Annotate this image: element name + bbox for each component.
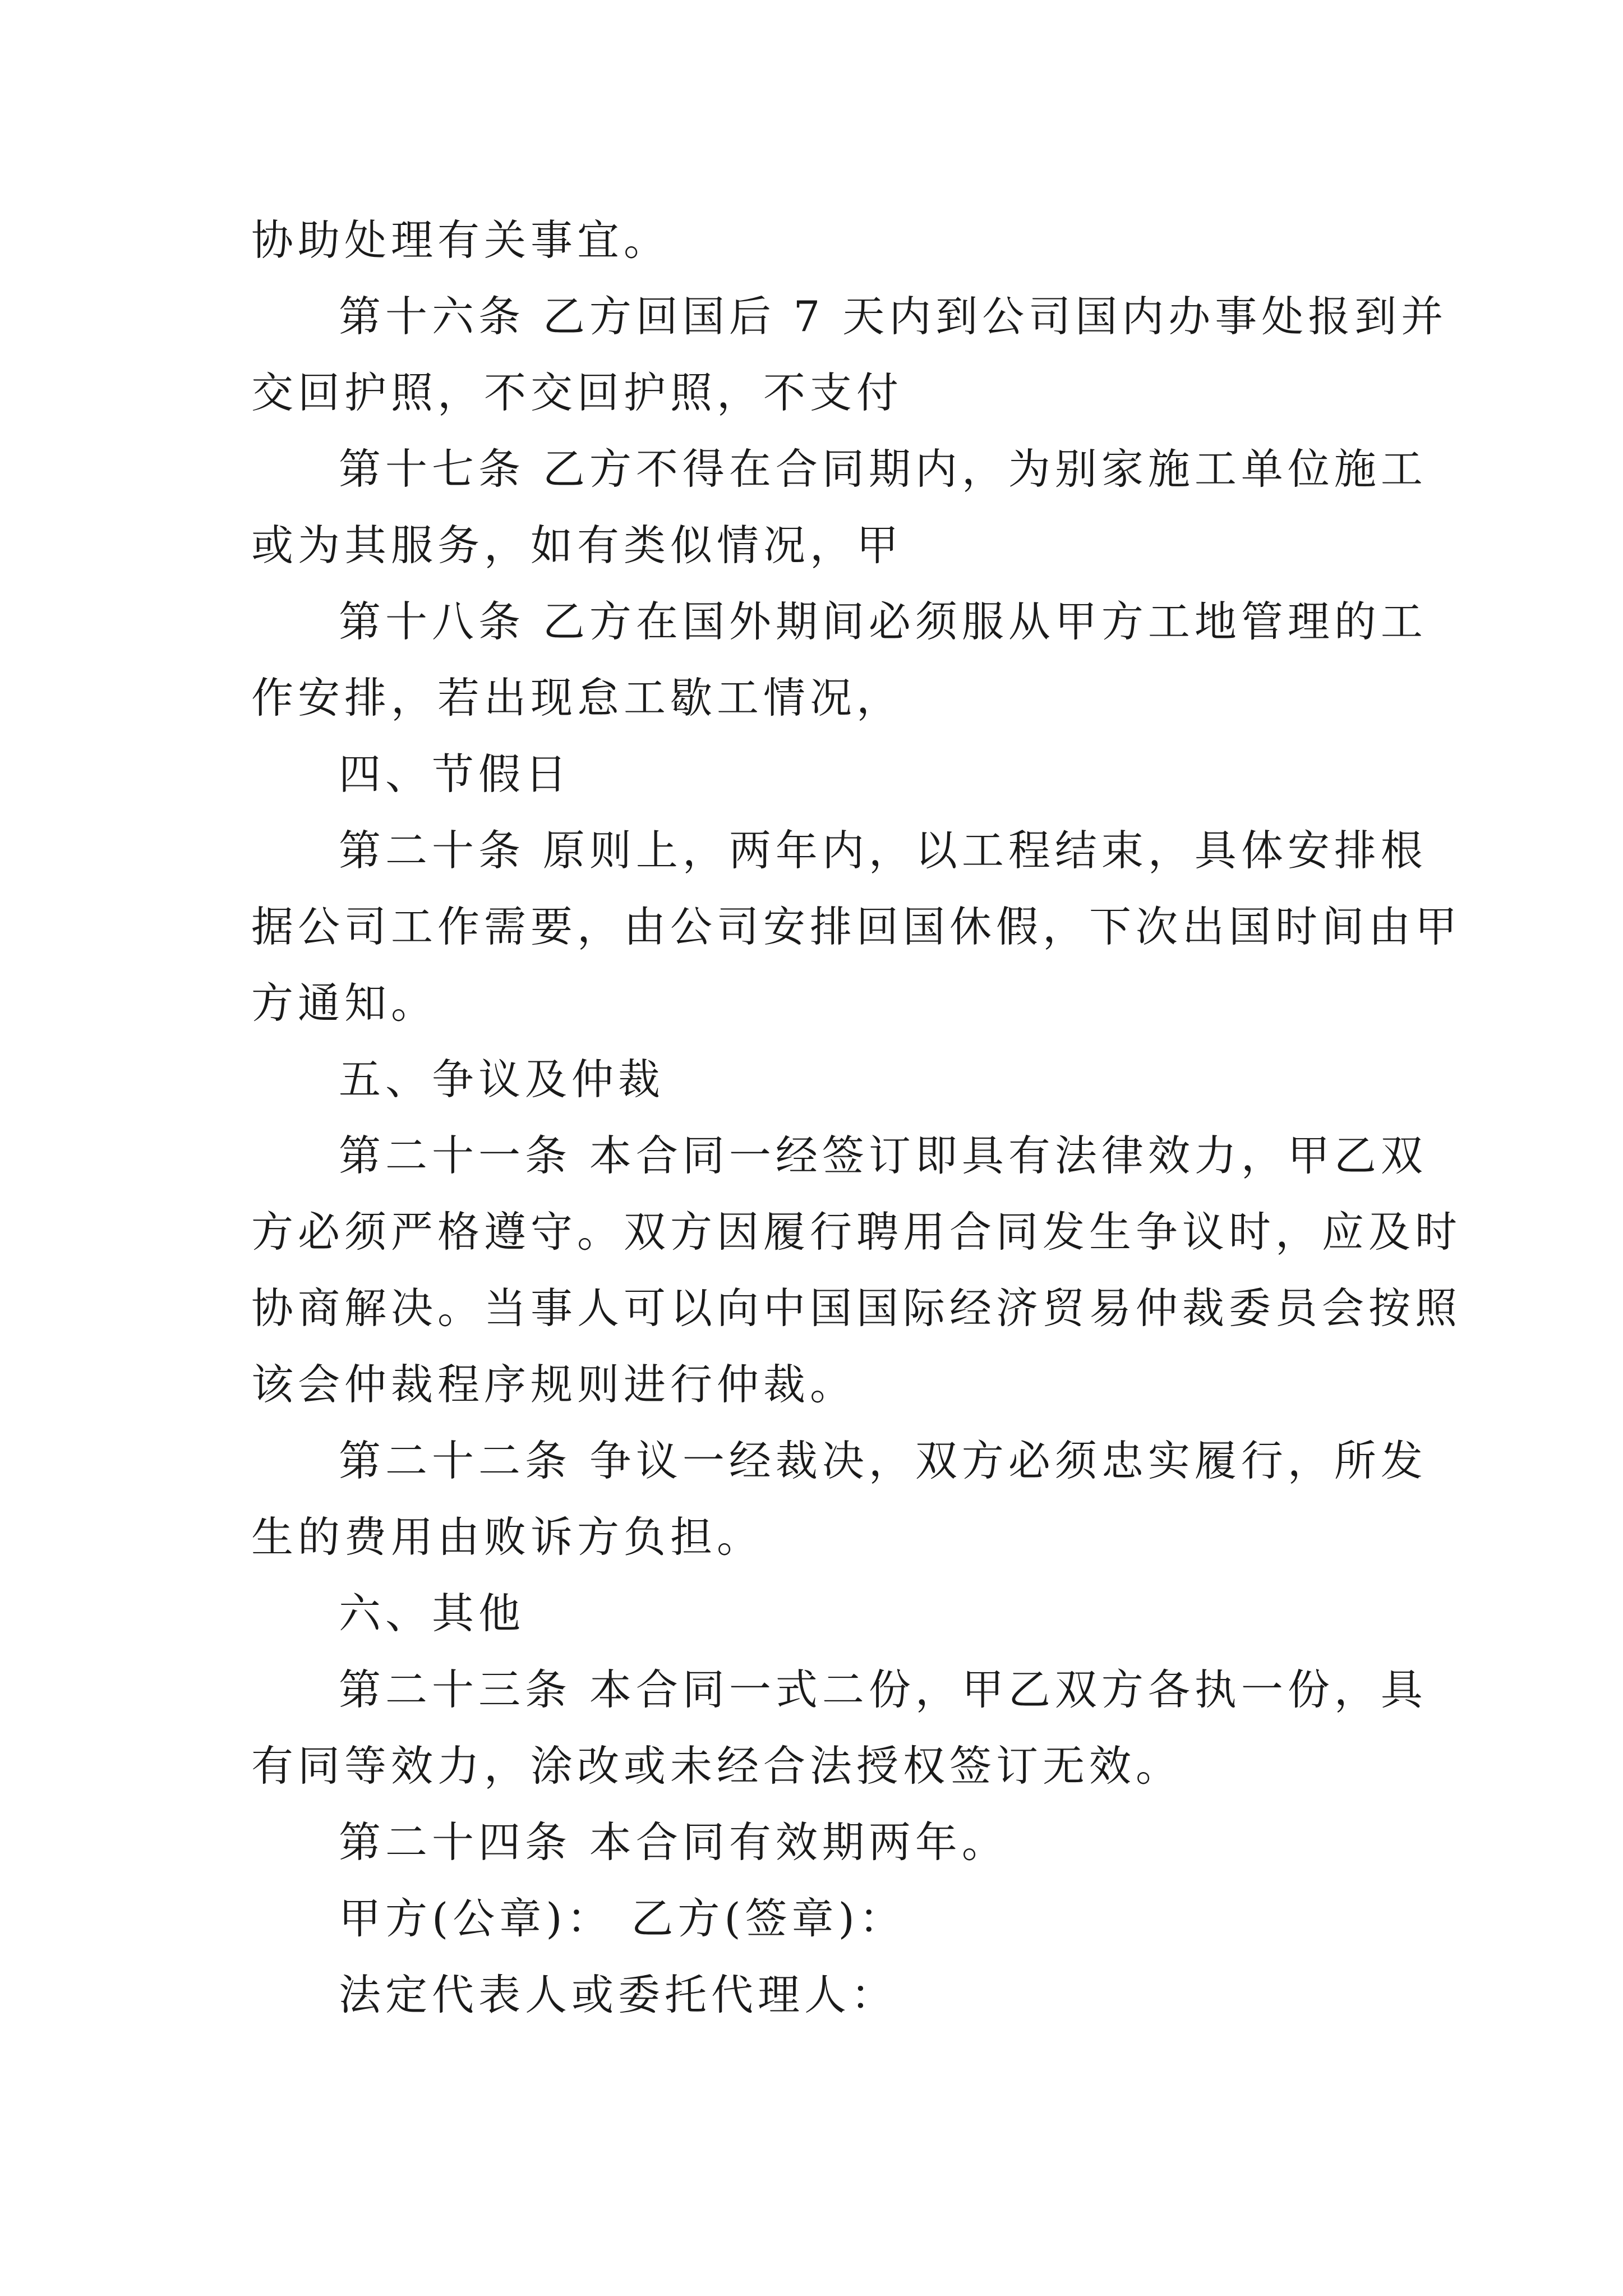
text-line: 协助处理有关事宜。 [251,215,671,265]
text-line: 第二十三条 本合同一式二份，甲乙双方各执一份，具 [339,1665,1427,1714]
text-line: 据公司工作需要，由公司安排回国休假，下次出国时间由甲 [251,902,1462,951]
text-line: 方通知。 [251,978,438,1028]
text-line: 或为其服务，如有类似情况，甲 [251,521,903,570]
text-line: 交回护照，不交回护照，不支付 [251,368,903,417]
text-line: 有同等效力，涂改或未经合法授权签订无效。 [251,1741,1183,1791]
text-line: 协商解决。当事人可以向中国国际经济贸易仲裁委员会按照 [251,1283,1462,1333]
text-line: 第二十二条 争议一经裁决，双方必须忠实履行，所发 [339,1436,1427,1485]
section-heading: 四、节假日 [339,749,572,799]
text-line: 第十六条 乙方回国后 7 天内到公司国内办事处报到并 [339,292,1448,341]
text-line: 第二十条 原则上，两年内，以工程结束，具体安排根 [339,826,1427,875]
text-line: 第二十四条 本合同有效期两年。 [339,1818,1008,1867]
text-line: 作安排，若出现怠工歇工情况， [251,673,903,723]
text-line: 该会仲裁程序规则进行仲裁。 [251,1360,857,1409]
document-body [251,202,1462,2033]
signature-line: 甲方(公章)： 乙方(签章)： [339,1894,906,1943]
text-line: 第十七条 乙方不得在合同期内，为别家施工单位施工 [339,444,1427,494]
text-line: 方必须严格遵守。双方因履行聘用合同发生争议时，应及时 [251,1207,1462,1257]
text-line: 第二十一条 本合同一经签订即具有法律效力，甲乙双 [339,1131,1427,1180]
section-heading: 六、其他 [339,1589,525,1638]
text-line: 生的费用由败诉方负担。 [251,1512,764,1562]
text-line: 第十八条 乙方在国外期间必须服从甲方工地管理的工 [339,597,1427,646]
signature-line: 法定代表人或委托代理人： [339,1970,898,2019]
section-heading: 五、争议及仲裁 [339,1055,665,1104]
